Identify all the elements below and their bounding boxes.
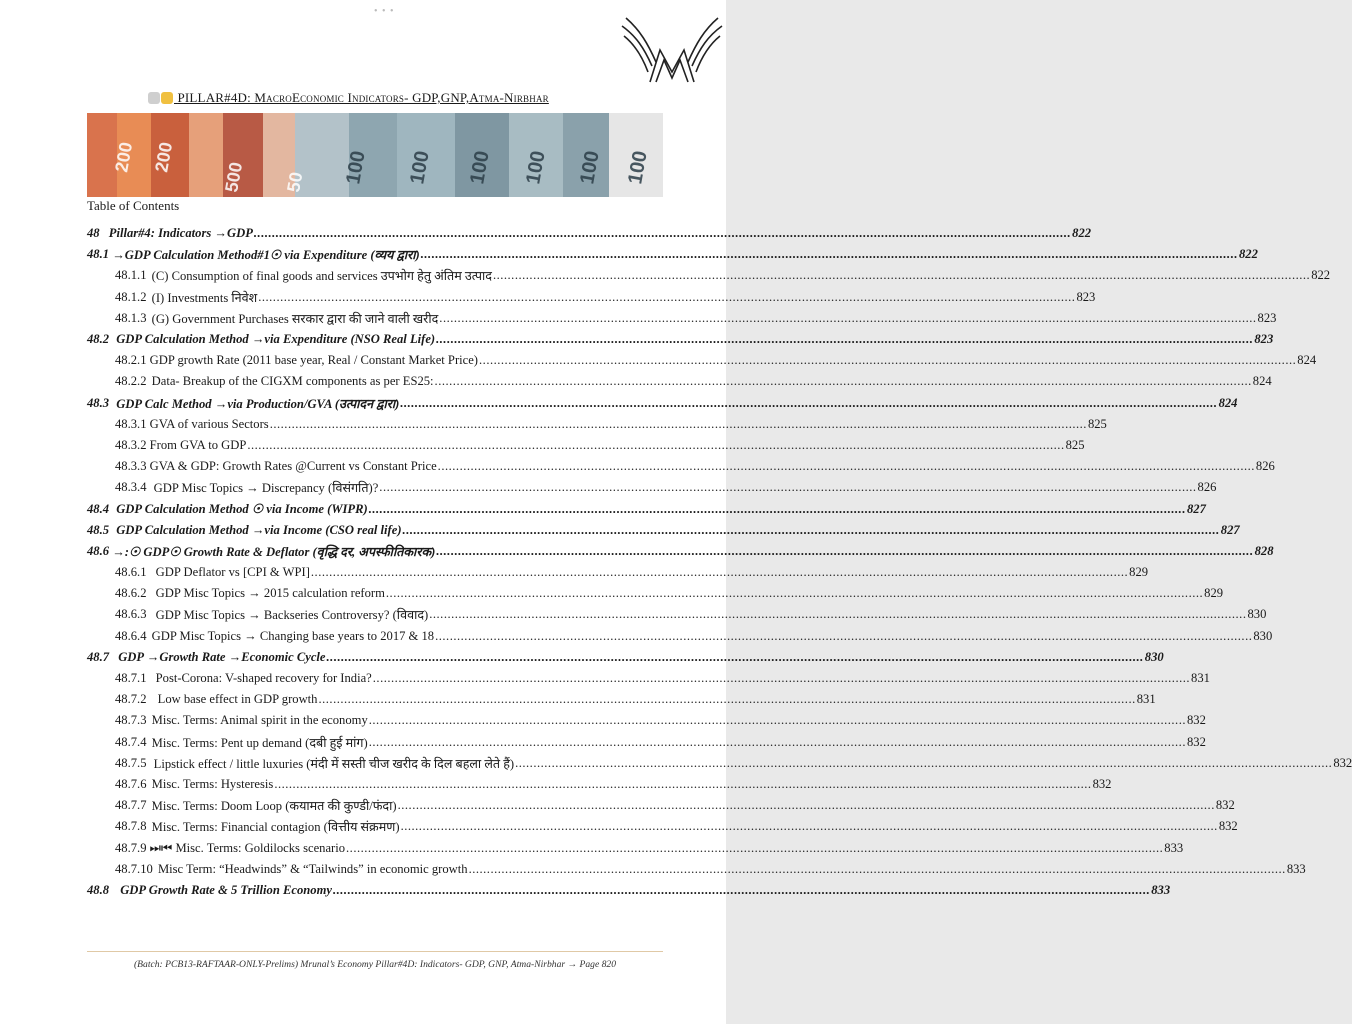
toc-entry-page: 824 (1297, 353, 1317, 368)
winged-m-logo (620, 10, 724, 88)
toc-entry-page: 832 (1215, 798, 1235, 813)
toc-entry[interactable] (87, 859, 1306, 880)
toc-entry-page: 831 (1136, 692, 1156, 707)
toc-entry-title: GVA of various Sectors (149, 416, 269, 431)
toc-entry-number: 48.7.5 (115, 755, 147, 770)
toc-entry-number: 48.4 (87, 501, 110, 516)
dot-leader (479, 353, 1296, 368)
toc-entry-number: 48.3.3 (115, 459, 147, 474)
toc-entry-number: 48.3.2 (115, 437, 147, 452)
toc-entry[interactable] (87, 710, 1206, 731)
toc-entry-number: 48.1.1 (115, 268, 147, 283)
toc-entry-page: 824 (1252, 374, 1272, 389)
dot-leader (254, 226, 1071, 241)
toc-entry[interactable] (87, 689, 1156, 710)
toc-entry[interactable] (87, 287, 1096, 308)
toc-entry-title: GDP Calculation Method ☉ via Income (WIPR) (116, 502, 368, 517)
toc-entry-title: Data- Breakup of the CIGXM components as per ES25: (151, 374, 434, 389)
toc-entry-page: 830 (1247, 607, 1267, 622)
toc-entry[interactable] (87, 837, 1184, 858)
toc-entry-number: 48.7.1 (115, 671, 147, 686)
dot-leader (311, 565, 1128, 580)
toc-entry-title: →:☉ GDP☉ Growth Rate & Deflator (वृद्धि दर, अपस्फीतिकारक) (112, 544, 436, 559)
toc-entry-title: GDP Misc Topics → 2015 calculation reform (155, 586, 385, 601)
toc-entry-page: 830 (1253, 628, 1273, 643)
toc-entry[interactable] (87, 668, 1210, 689)
window-dots: • • • (374, 6, 395, 17)
dot-leader (403, 523, 1220, 538)
face-icon (148, 92, 160, 104)
toc-entry-number: 48.2.1 (115, 353, 147, 368)
toc-entry-title: (I) Investments निवेश (151, 290, 258, 305)
toc-entry[interactable] (87, 329, 1274, 350)
dot-leader (515, 756, 1332, 771)
toc-entry-number: 48.3 (87, 395, 110, 410)
toc-entry-page: 822 (1311, 268, 1331, 283)
dot-leader (379, 480, 1196, 495)
banner-label: 200 (111, 140, 137, 174)
banner-label: 100 (576, 149, 604, 186)
dot-leader (469, 862, 1286, 877)
toc-entry-number: 48.6.3 (115, 607, 147, 622)
toc-heading: Table of Contents (87, 198, 180, 213)
toc-entry-title: Pillar#4: Indicators →GDP (108, 226, 253, 241)
toc-entry-title: (G) Government Purchases सरकार द्वारा की जाने वाली खरीद (151, 311, 439, 326)
page-title (148, 90, 549, 106)
dot-leader (274, 777, 1091, 792)
toc-entry-number: 48.6.2 (115, 586, 147, 601)
toc-entry-page: 831 (1191, 671, 1210, 686)
toc-entry-title: GVA & GDP: Growth Rates @Current vs Constant Price (149, 459, 437, 474)
toc-entry-number: 48.7 (87, 649, 110, 664)
toc-entry-number: 48.7.10 (115, 861, 153, 876)
dot-leader (333, 883, 1150, 898)
banner-label: 100 (466, 149, 494, 186)
toc-entry-page: 822 (1239, 247, 1258, 262)
banner-label: 100 (522, 149, 550, 186)
toc-entry-title: GDP growth Rate (2011 base year, Real / Constant Market Price) (149, 353, 479, 368)
toc-entry[interactable] (87, 795, 1235, 816)
toc-entry[interactable] (87, 393, 1238, 414)
toc-entry-page: 829 (1204, 586, 1224, 601)
toc-entry-title: Lipstick effect / little luxuries (मंदी में सस्ती चीज खरीद के दिल बहला लेते हैं) (153, 756, 515, 771)
face-icon (161, 92, 173, 104)
toc-entry[interactable] (87, 541, 1274, 562)
toc-entry[interactable] (87, 371, 1272, 392)
dot-leader (369, 502, 1186, 517)
toc-entry[interactable] (87, 456, 1275, 477)
toc-entry-page: 825 (1087, 416, 1107, 431)
toc-entry-number: 48.3.1 (115, 416, 147, 431)
toc-entry-number: 48.7.7 (115, 798, 147, 813)
toc-entry-number: 48.6.4 (115, 628, 147, 643)
toc-entry[interactable] (87, 626, 1273, 647)
dot-leader (435, 374, 1252, 389)
dot-leader (369, 713, 1186, 728)
toc-entry-number: 48.7.2 (115, 692, 147, 707)
toc-entry-number: 48.3.4 (115, 480, 147, 495)
toc-entry-number: 48.7.9 (115, 840, 147, 855)
toc-entry-title: Misc Term: “Headwinds” & “Tailwinds” in economic growth (157, 861, 468, 876)
dot-leader (429, 607, 1246, 622)
page-footer: (Batch: PCB13-RAFTAAR-ONLY-Prelims) Mrunal’s Economy Pillar#4D: Indicators- GDP, GNP, Atma-Nirbhar → Page 820 (133, 959, 617, 970)
toc-entry-title: GDP Growth Rate & 5 Trillion Economy (120, 882, 332, 897)
toc-entry-number: 48.7.6 (115, 776, 147, 791)
toc-entry-page: 833 (1164, 840, 1184, 855)
toc-entry-title: GDP Misc Topics → Changing base years to 2017 & 18 (151, 628, 435, 643)
dot-leader (373, 671, 1190, 686)
toc-entry-title: GDP Calculation Method →via Income (CSO real life) (116, 522, 402, 537)
dot-leader (398, 798, 1215, 813)
currency-banner-image (87, 113, 663, 197)
banner-label: 500 (221, 160, 247, 194)
dot-leader (247, 438, 1064, 453)
toc-entry-title: Low base effect in GDP growth (157, 692, 318, 707)
toc-entry-number: 48.2.2 (115, 374, 147, 389)
dot-leader (386, 586, 1203, 601)
toc-entry-page: 832 (1333, 755, 1352, 770)
toc-entry-number: 48 (87, 226, 100, 241)
toc-entry-page: 832 (1092, 776, 1112, 791)
toc-entry-title: →GDP Calculation Method#1☉ via Expenditure (व्यय द्वारा) (112, 248, 420, 263)
toc-entry-number: 48.7.3 (115, 713, 147, 728)
toc-entry-page: 830 (1144, 649, 1164, 664)
toc-entry-title: Misc. Terms: Hysteresis (151, 776, 274, 791)
toc-entry[interactable] (87, 265, 1331, 286)
toc-entry-number: 48.1.2 (115, 289, 147, 304)
toc-entry[interactable] (87, 498, 1206, 519)
toc-entry[interactable] (87, 414, 1107, 435)
toc-entry-number: 48.7.4 (115, 734, 147, 749)
toc-entry-title: GDP Misc Topics → Discrepancy (विसंगति)? (153, 481, 379, 496)
toc-entry-number: 48.2 (87, 332, 110, 347)
toc-entry-number: 48.6.1 (115, 565, 147, 580)
toc-entry[interactable] (87, 583, 1224, 604)
toc-entry[interactable] (87, 732, 1206, 753)
toc-entry[interactable] (87, 244, 1258, 265)
toc-entry-title: (C) Consumption of final goods and services उपभोग हेतु अंतिम उत्पाद (151, 269, 492, 284)
toc-entry-title: GDP Misc Topics → Backseries Controversy? (विवाद) (155, 608, 429, 623)
toc-entry-title: Post-Corona: V-shaped recovery for India? (155, 671, 372, 686)
toc-entry-page: 832 (1187, 713, 1206, 728)
dot-leader (493, 268, 1310, 283)
toc-entry-number: 48.1.3 (115, 310, 147, 325)
toc-entry-number: 48.7.8 (115, 819, 147, 834)
toc-entry-title: Misc. Terms: Doom Loop (कयामत की कुण्डी/फंदा) (151, 799, 397, 814)
table-of-contents (87, 223, 1352, 901)
banner-label: 50 (283, 170, 307, 194)
banner-label: 100 (342, 149, 370, 186)
toc-entry-title: Misc. Terms: Financial contagion (वित्तीय संक्रमण) (151, 820, 400, 835)
toc-entry[interactable] (87, 562, 1149, 583)
dot-leader (438, 459, 1255, 474)
dot-leader (401, 819, 1218, 834)
dot-leader (436, 332, 1253, 347)
dot-leader (439, 311, 1256, 326)
toc-entry-title: Misc. Terms: Pent up demand (दबी हुई मांग) (151, 735, 368, 750)
toc-entry[interactable] (87, 223, 1092, 244)
toc-entry-page: 823 (1254, 332, 1274, 347)
toc-entry[interactable] (87, 753, 1352, 774)
dot-leader (436, 544, 1253, 559)
toc-entry-title: GDP Calculation Method →via Expenditure (NSO Real Life) (116, 332, 436, 347)
dot-leader (400, 396, 1217, 411)
toc-entry-page: 833 (1286, 861, 1306, 876)
toc-entry[interactable] (87, 350, 1317, 371)
page-title-text: PILLAR#4D: MacroEconomic Indicators- GDP,GNP,Atma-Nirbhar (177, 90, 549, 105)
banner-label: 200 (151, 140, 177, 174)
dot-leader (327, 650, 1144, 665)
toc-entry-title: ⏭⏮ Misc. Terms: Goldilocks scenario (149, 840, 346, 855)
toc-entry[interactable] (87, 308, 1277, 329)
toc-entry-number: 48.5 (87, 522, 110, 537)
banner-label: 100 (624, 149, 652, 186)
toc-entry-page: 825 (1065, 437, 1085, 452)
toc-entry-number: 48.1 (87, 247, 110, 262)
toc-entry-page: 826 (1197, 480, 1217, 495)
toc-entry[interactable] (87, 880, 1171, 901)
toc-entry-page: 824 (1218, 395, 1238, 410)
dot-leader (421, 247, 1238, 262)
toc-entry-page: 823 (1076, 289, 1096, 304)
dot-leader (270, 417, 1087, 432)
dot-leader (258, 290, 1075, 305)
toc-entry[interactable] (87, 435, 1085, 456)
footer-divider (87, 951, 663, 952)
toc-entry-title: Misc. Terms: Animal spirit in the economy (151, 713, 368, 728)
toc-entry[interactable] (87, 477, 1217, 498)
toc-entry-title: From GVA to GDP (149, 437, 247, 452)
toc-entry[interactable] (87, 520, 1240, 541)
toc-entry[interactable] (87, 604, 1267, 625)
toc-entry-title: GDP Calc Method →via Production/GVA (उत्पादन द्वारा) (116, 396, 400, 411)
toc-entry-number: 48.6 (87, 543, 110, 558)
banner-label: 100 (406, 149, 434, 186)
toc-entry[interactable] (87, 774, 1112, 795)
toc-entry-page: 832 (1186, 734, 1206, 749)
toc-entry-page: 826 (1255, 459, 1275, 474)
toc-entry-page: 828 (1254, 543, 1274, 558)
toc-entry-page: 822 (1072, 226, 1092, 241)
toc-entry-page: 832 (1218, 819, 1238, 834)
toc-entry-title: GDP →Growth Rate →Economic Cycle (118, 649, 326, 664)
toc-entry-page: 827 (1186, 501, 1206, 516)
dot-leader (435, 629, 1252, 644)
dot-leader (369, 735, 1186, 750)
toc-entry-title: GDP Deflator vs [CPI & WPI] (155, 565, 310, 580)
dot-leader (346, 841, 1163, 856)
toc-entry[interactable] (87, 816, 1238, 837)
dot-leader (318, 692, 1135, 707)
toc-entry-number: 48.8 (87, 882, 110, 897)
toc-entry-page: 829 (1129, 565, 1149, 580)
toc-entry[interactable] (87, 647, 1164, 668)
toc-entry-page: 827 (1220, 522, 1240, 537)
toc-entry-page: 823 (1257, 310, 1277, 325)
toc-entry-page: 833 (1151, 882, 1171, 897)
